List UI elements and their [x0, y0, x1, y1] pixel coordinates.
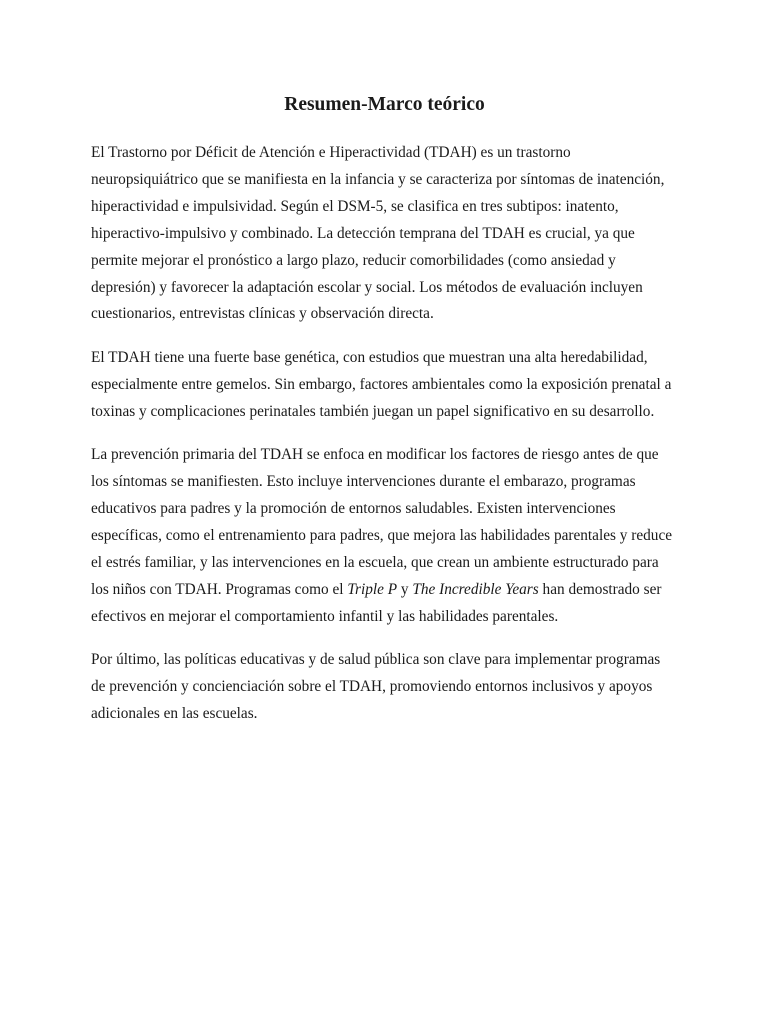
paragraph-genetics: El TDAH tiene una fuerte base genética, con estudios que muestran una alta heredabilidad, especialmente entre gemelos. Sin embargo, factores ambientales como la exposición prenatal a toxinas y complicaciones perinatales también juegan un papel significativo en su desarrollo.: [91, 348, 672, 420]
paragraph-prevention: [91, 442, 678, 630]
program-name-triple-p: Triple P: [347, 580, 398, 598]
document-title: Resumen-Marco teórico: [284, 94, 485, 115]
paragraph-introduction: El Trastorno por Déficit de Atención e Hiperactividad (TDAH) es un trastorno neuropsiquiátrico que se manifiesta en la infancia y se caracteriza por síntomas de inatención, hiperactividad e impulsividad. Según el DSM-5, se clasifica en tres subtipos: inatento, hiperactivo-impulsivo y combinado. La detección temprana del TDAH es crucial, ya que permite mejorar el pronóstico a largo plazo, reducir comorbilidades (como ansiedad y depresión) y favorecer la adaptación escolar y social. Los métodos de evaluación incluyen cuestionarios, entrevistas clínicas y observación directa.: [91, 144, 665, 323]
paragraph-prevention-conclusion: han demostrado ser efectivos en mejorar el comportamiento infantil y las habilidades parentales.: [91, 580, 662, 625]
paragraph-policies: Por último, las políticas educativas y de salud pública son clave para implementar programas de prevención y concienciación sobre el TDAH, promoviendo entornos inclusivos y apoyos adicionales en las escuelas.: [91, 650, 661, 722]
conjunction-text: y: [397, 580, 413, 598]
program-name-incredible-years: The Incredible Years: [412, 580, 539, 598]
paragraph-prevention-text: La prevención primaria del TDAH se enfoca en modificar los factores de riesgo antes de que los síntomas se manifiesten. Esto incluye intervenciones durante el embarazo, programas educativos para padres y la promoción de entornos saludables. Existen intervenciones específicas, como el entrenamiento para padres, que mejora las habilidades parentales y reduce el estrés familiar, y las intervenciones en la escuela, que crean un ambiente estructurado para los niños con TDAH. Programas como el: [91, 446, 673, 598]
